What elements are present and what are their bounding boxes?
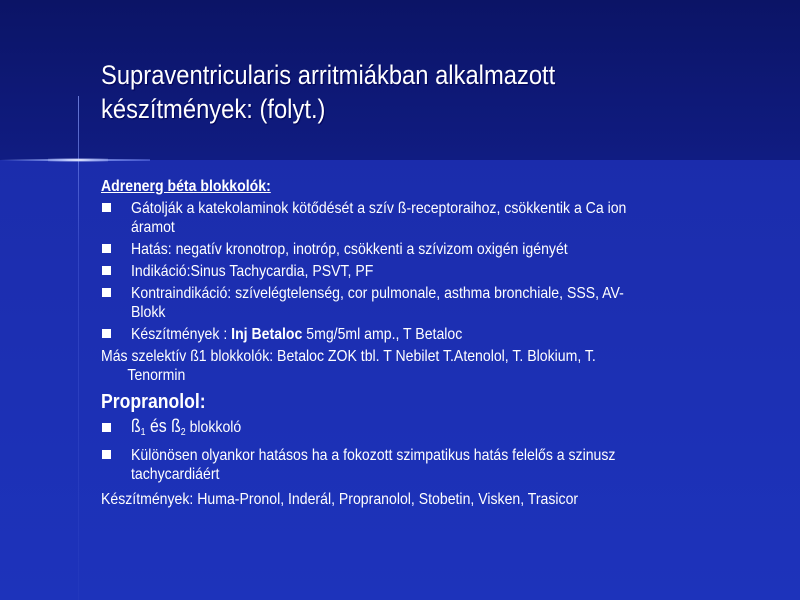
other-selective-line2: Tenormin <box>127 367 186 384</box>
preparations-propranolol <box>101 490 781 509</box>
beta-suffix: blokkoló <box>185 419 242 436</box>
bullet-item <box>101 446 800 484</box>
decorative-vertical-line <box>78 96 79 600</box>
square-bullet-icon <box>102 288 111 297</box>
bullet-text: Kontraindikáció: szívelégtelenség, cor pulmonale, asthma bronchiale, SSS, AV- <box>131 285 624 302</box>
bullet-item <box>101 262 800 281</box>
beta-subscript: 2 <box>180 427 186 438</box>
beta-symbol: ß <box>131 416 141 436</box>
bullet-item <box>101 284 800 322</box>
preparations-propranolol-text: Készítmények: Huma-Pronol, Inderál, Propranolol, Stobetin, Visken, Trasicor <box>101 491 579 508</box>
preparations-bold: Inj Betaloc <box>231 326 303 343</box>
beta-and: és <box>145 416 172 436</box>
bullet-item <box>101 199 800 237</box>
slide-title-line1: Supraventricularis arritmiákban alkalmazott <box>101 60 556 90</box>
bullet-item <box>101 240 800 259</box>
bullet-text: Különösen olyankor hatásos ha a fokozott szimpatikus hatás felelős a szinusz <box>131 447 616 464</box>
square-bullet-icon <box>102 266 111 275</box>
square-bullet-icon <box>102 329 111 338</box>
other-selective-line1: Más szelektív ß1 blokkolók: Betaloc ZOK tbl. T Nebilet T.Atenolol, T. Blokium, T. <box>101 348 596 365</box>
square-bullet-icon <box>102 203 111 212</box>
square-bullet-icon <box>102 450 111 459</box>
section-heading-beta-blockers: Adrenerg béta blokkolók: <box>101 178 271 195</box>
bullet-item-beta <box>101 417 800 442</box>
bullet-text: Gátolják a katekolaminok kötődését a szív ß-receptoraihoz, csökkentik a Ca ion <box>131 200 627 217</box>
other-selective-blockers <box>101 347 781 385</box>
beta-symbol: ß <box>171 416 181 436</box>
bullet-text-continued: tachycardiáért <box>131 466 220 483</box>
bullet-text-continued: áramot <box>131 219 175 236</box>
section-heading-propranolol: Propranolol: <box>101 391 206 413</box>
beta-subscript: 1 <box>140 427 146 438</box>
preparations-suffix: 5mg/5ml amp., T Betaloc <box>302 326 463 343</box>
bullet-text: Hatás: negatív kronotrop, inotróp, csökkenti a szívizom oxigén igényét <box>131 241 568 258</box>
bullet-item-preparations <box>101 325 800 344</box>
decorative-cross-glow <box>48 158 108 162</box>
slide-title-line2: készítmények: (folyt.) <box>101 94 326 124</box>
slide-title <box>101 58 682 126</box>
slide-content <box>101 177 800 509</box>
bullet-text-continued: Blokk <box>131 304 166 321</box>
square-bullet-icon <box>102 244 111 253</box>
square-bullet-icon <box>102 423 111 432</box>
preparations-prefix: Készítmények : <box>131 326 232 343</box>
bullet-text: Indikáció:Sinus Tachycardia, PSVT, PF <box>131 263 374 280</box>
